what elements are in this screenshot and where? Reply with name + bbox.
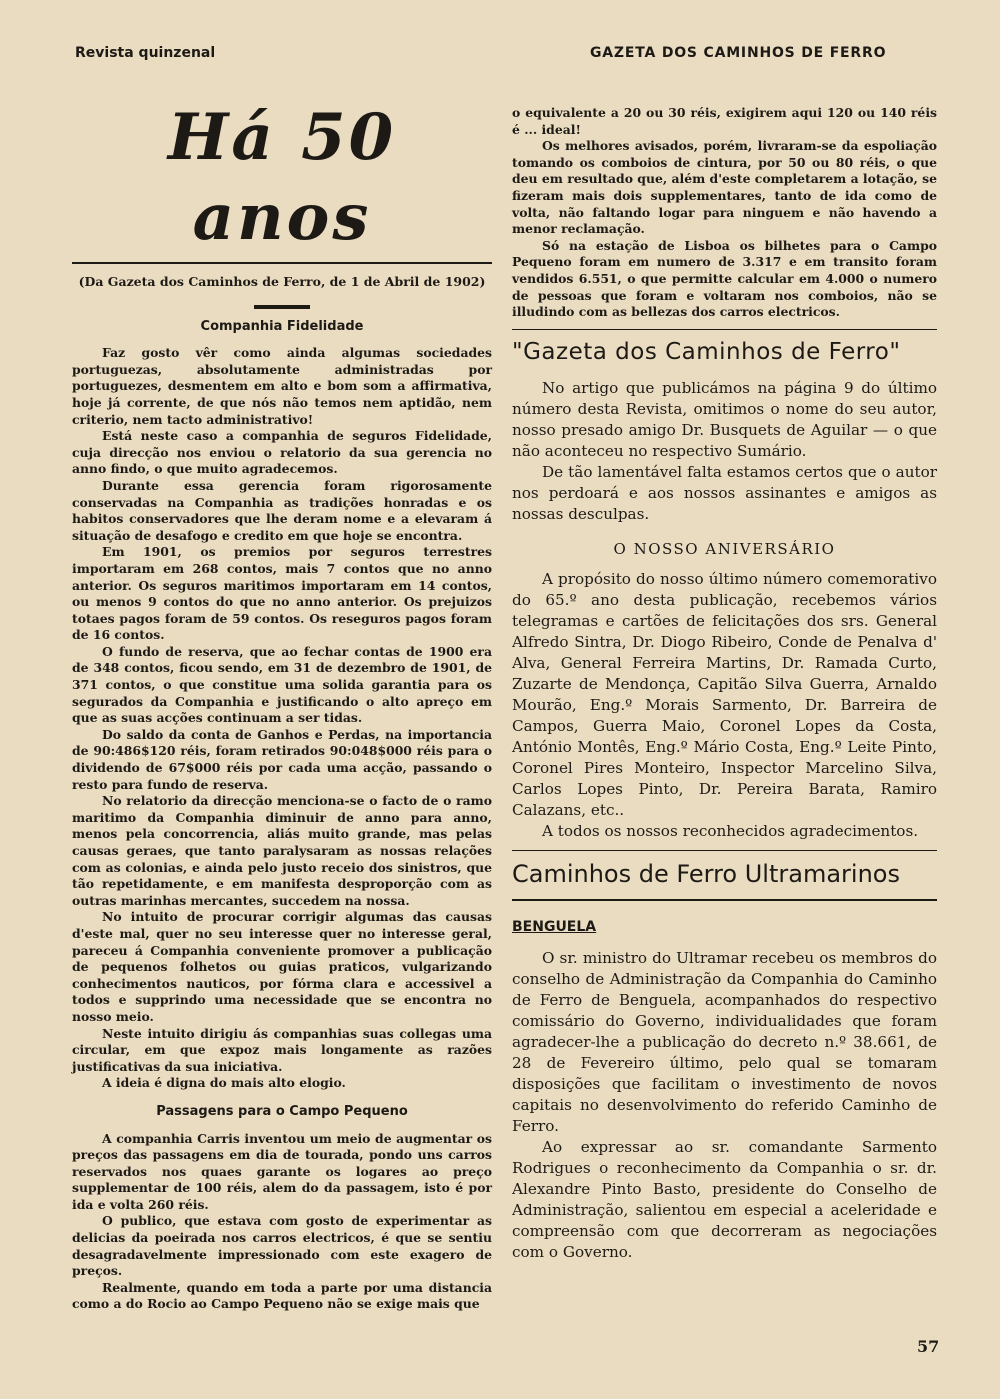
- paragraph: Do saldo da conta de Ganhos e Perdas, na importancia de 90:486$120 réis, foram retirados 90:048$000 réis para o dividendo de 67$000 réis por cada uma acção, passando o resto para fundo de reserva.: [72, 726, 492, 792]
- paragraph: o equivalente a 20 ou 30 réis, exigirem aqui 120 ou 140 réis é ... ideal!: [512, 105, 937, 137]
- heading-ultramarinos: Caminhos de Ferro Ultramarinos: [512, 860, 900, 889]
- header-magazine-title: GAZETA DOS CAMINHOS DE FERRO: [590, 45, 887, 61]
- paragraph: O publico, que estava com gosto de experimentar as delicias da poeirada nos carros electricos, é que se sentiu desagradavelmente impressionado com este exagero de preços.: [72, 1213, 492, 1279]
- section-title-ha-50-anos: Há 50 anos: [167, 100, 397, 255]
- heading-benguela: BENGUELA: [512, 919, 597, 936]
- source-line: (Da Gazeta dos Caminhos de Ferro, de 1 de Abril de 1902): [78, 274, 486, 289]
- left-column: [72, 98, 492, 1313]
- title-rule: [72, 262, 492, 264]
- paragraph: De tão lamentável falta estamos certos que o autor nos perdoará e aos nossos assinantes e amigos as nossas desculpas.: [512, 462, 937, 523]
- paragraph: A todos os nossos reconhecidos agradecimentos.: [542, 822, 919, 841]
- paragraph: Ao expressar ao sr. comandante Sarmento Rodrigues o reconhecimento da Companhia o sr. dr. Alexandre Pinto Basto, presidente do Conselho de Administração, salientou em especial a aceleridade e compreensão com que decorreram as negociações com o Governo.: [512, 1137, 937, 1261]
- paragraph: Durante essa gerencia foram rigorosamente conservadas na Companhia as tradições honradas e os habitos conservadores que lhe deram nome e a elevaram á situação de desafogo e credito em que hoje se encontra.: [72, 477, 492, 543]
- paragraph: O fundo de reserva, que ao fechar contas de 1900 era de 348 contos, ficou sendo, em 31 de dezembro de 1901, de 371 contos, o que constitue uma solida garantia para os segurados da Companhia e justificando o alto apreço em que as suas acções continuam a ser tidas.: [72, 643, 492, 726]
- short-divider: [254, 305, 310, 309]
- paragraph: No intuito de procurar corrigir algumas das causas d'este mal, quer no seu interesse quer no interesse geral, pareceu á Companhia conveniente promover a publicação de pequenos folhetos ou guias praticos, vulgarizando conhecimentos nauticos, por fórma clara e accessivel a todos e supprindo uma necessidade que se encontra no nosso meio.: [72, 909, 492, 1024]
- paragraph: Neste intuito dirigiu ás companhias suas collegas uma circular, em que expoz mais longamente as razões justificativas da sua iniciativa.: [72, 1025, 492, 1074]
- paragraph: Realmente, quando em toda a parte por uma distancia como a do Rocio ao Campo Pequeno não se exige mais que: [72, 1279, 492, 1312]
- heading-passagens-campo-pequeno: Passagens para o Campo Pequeno: [156, 1103, 408, 1119]
- divider: [512, 329, 937, 330]
- paragraph: No relatorio da direcção menciona-se o facto de o ramo maritimo da Companhia diminuir de anno para anno, menos pela concorrencia, aliás muito grande, mas pelas causas geraes, que tanto paralysaram as nossas relações com as colonias, e ainda pelo justo receio dos sinistros, que tão repetidamente, e em manifesta desproporção com as outras marinhas mercantes, succedem na nossa.: [72, 793, 492, 908]
- paragraph: A companhia Carris inventou um meio de augmentar os preços das passagens em dia de tourada, pondo uns carros reservados nos quaes garante os logares ao preço supplementar de 100 réis, alem do da passagem, isto é por ida e volta 260 réis.: [72, 1130, 492, 1212]
- paragraph: Só na estação de Lisboa os bilhetes para o Campo Pequeno foram em numero de 3.317 e em transito foram vendidos 6.551, o que permitte calcular em 4.000 o numero de pessoas que foram e voltaram nos comboios, não se illudindo com as bellezas dos carros electricos.: [512, 237, 937, 320]
- page-number: 57: [917, 1337, 940, 1356]
- divider: [512, 850, 937, 851]
- paragraph: No artigo que publicámos na página 9 do último número desta Revista, omitimos o nome do seu autor, nosso presado amigo Dr. Busquets de Aguilar — o que não aconteceu no respectivo Sumário.: [512, 378, 937, 460]
- paragraph: Em 1901, os premios por seguros terrestres importaram em 268 contos, mais 7 contos que no anno anterior. Os seguros maritimos importaram em 14 contos, ou menos 9 contos do que no anno anterior. Os prejuizos totaes pagos foram de 59 contos. Os reseguros pagos foram de 16 contos.: [72, 544, 492, 643]
- paragraph: A ideia é digna do mais alto elogio.: [102, 1075, 346, 1091]
- paragraph: Os melhores avisados, porém, livraram-se da espoliação tomando os comboios de cintura, por 50 ou 80 réis, o que deu em resultado que, além d'este completarem a lotação, se fizeram mais dois supplementares, tanto de ida como de volta, não faltando logar para ninguem e não havendo a menor reclamação.: [512, 138, 937, 237]
- heading-aniversario: O NOSSO ANIVERSÁRIO: [613, 539, 836, 558]
- heading-companhia-fidelidade: Companhia Fidelidade: [200, 318, 364, 334]
- header-periodicity: Revista quinzenal: [75, 45, 216, 61]
- heading-gazeta: "Gazeta dos Caminhos de Ferro": [512, 338, 901, 365]
- paragraph: A propósito do nosso último número comemorativo do 65.º ano desta publicação, recebemos vários telegramas e cartões de felicitações dos srs. General Alfredo Sintra, Dr. Diogo Ribeiro, Conde de Penalva d' Alva, General Ferreira Martins, Dr. Ramada Curto, Zuzarte de Mendonça, Capitão Silva Guerra, Arnaldo Mourão, Eng.º Morais Sarmento, Dr. Barreira de Campos, Guerra Maio, Coronel Lopes da Costa, António Montês, Eng.º Mário Costa, Eng.º Leite Pinto, Coronel Pires Monteiro, Inspector Marcelino Silva, Carlos Lopes Pinto, Dr. Pereira Barata, Ramiro Calazans, etc..: [512, 570, 937, 820]
- paragraph: Faz gosto vêr como ainda algumas sociedades portuguezas, absolutamente administradas por portuguezes, desmentem em alto e bom som a affirmativa, hoje já corrente, de que nós não temos nem aptidão, nem criterio, nem tacto administrativo!: [72, 345, 492, 427]
- paragraph: Está neste caso a companhia de seguros Fidelidade, cuja direcção nos enviou o relatorio da sua gerencia no anno findo, o que muito agradecemos.: [72, 428, 492, 477]
- paragraph: O sr. ministro do Ultramar recebeu os membros do conselho de Administração da Companhia do Caminho de Ferro de Benguela, acompanhados do respectivo comissário do Governo, individualidades que foram agradecer-lhe a publicação do decreto n.º 38.661, de 28 de Fevereiro último, pelo qual se tomaram disposições que facilitam o investimento de novos capitais no desenvolvimento do referido Caminho de Ferro.: [512, 948, 937, 1135]
- divider: [512, 899, 937, 901]
- right-column: [512, 105, 937, 1263]
